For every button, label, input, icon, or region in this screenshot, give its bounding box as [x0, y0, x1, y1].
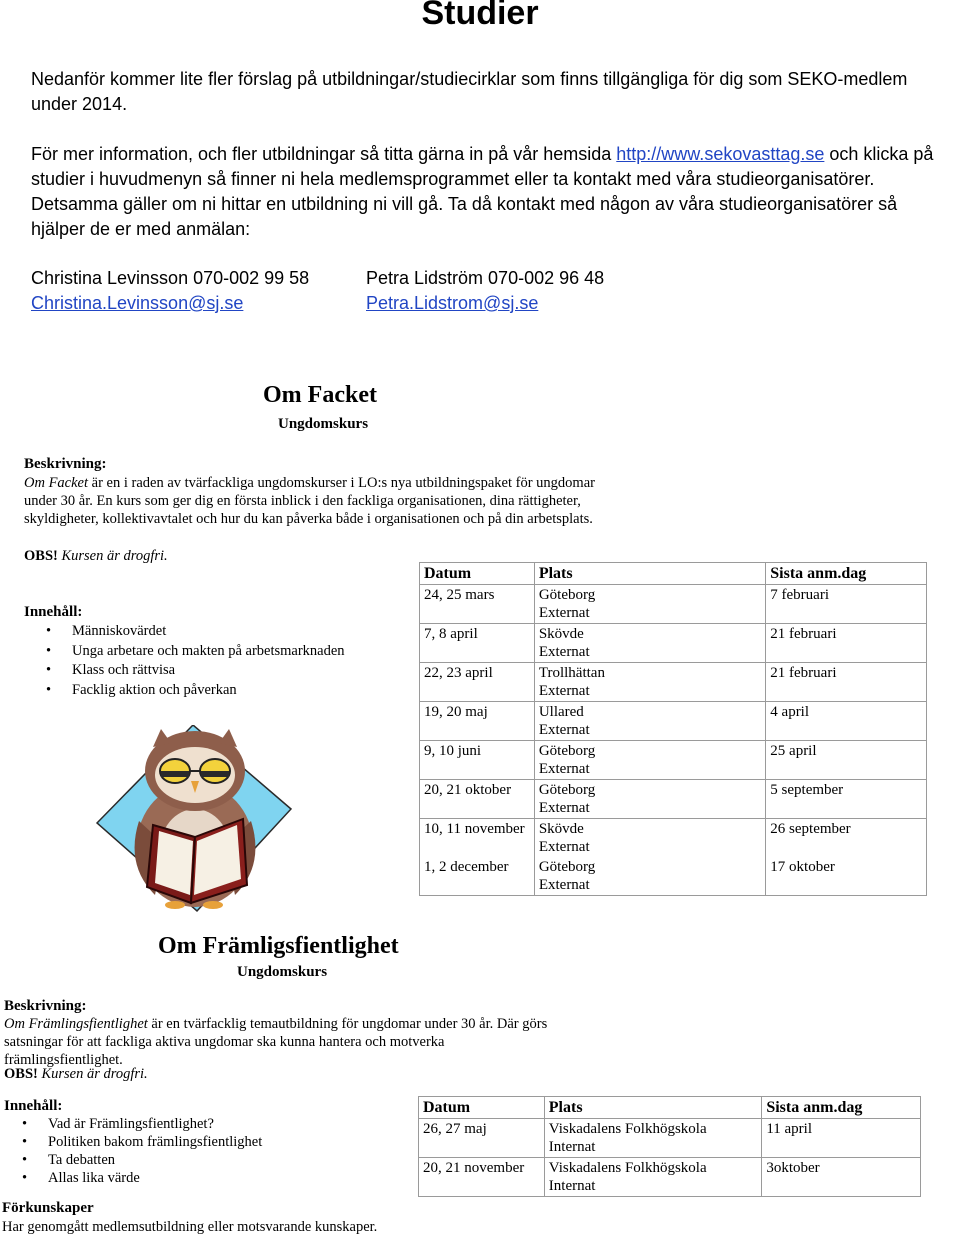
course1-description-text: är en i raden av tvärfackliga ungdomskurser i LO:s nya utbildningspaket för ungdomar under 30 år. En kurs som ger dig en första inblick i den fackliga organisationen, dina rättigheter, skyldigheter, kollektivavtalet och hur du kan påverka både i organisationen och på din arbetsplats. — [24, 475, 595, 527]
cell-place — [534, 663, 765, 702]
table-header-row — [420, 563, 927, 585]
column-header-date: Datum — [420, 563, 535, 585]
place-name: Göteborg — [538, 859, 596, 875]
course2-prereq-label: Förkunskaper — [2, 1200, 94, 1216]
cell-date: 7, 8 april — [420, 624, 535, 663]
cell-place — [544, 1119, 762, 1158]
table-row — [420, 741, 927, 780]
course2-description-italic: Om Främlingsfientlighet — [4, 1016, 148, 1032]
cell-deadline: 11 april — [762, 1119, 921, 1158]
website-link[interactable]: http://www.sekovasttag.se — [616, 144, 825, 164]
course1-description-label: Beskrivning: — [24, 456, 107, 472]
table-row — [420, 857, 927, 896]
cell-deadline: 21 februari — [766, 663, 927, 702]
place-type: Internat — [548, 1139, 596, 1155]
info-paragraph — [31, 142, 956, 242]
place-type: Externat — [538, 605, 590, 621]
course2-prereq-text: Har genomgått medlemsutbildning eller motsvarande kunskaper. — [2, 1219, 378, 1235]
cell-deadline: 21 februari — [766, 624, 927, 663]
place-name: Skövde — [538, 821, 584, 837]
list-item: • Vad är Främlingsfientlighet? — [0, 1115, 262, 1133]
page-title: Studier — [421, 0, 539, 32]
table-row — [420, 663, 927, 702]
cell-date: 20, 21 oktober — [420, 780, 535, 819]
cell-place — [534, 857, 765, 896]
cell-date: 26, 27 maj — [419, 1119, 545, 1158]
place-name: Viskadalens Folkhögskola — [548, 1160, 707, 1176]
course1-content-label: Innehåll: — [24, 604, 83, 620]
contact-email-link[interactable]: Christina.Levinsson@sj.se — [31, 293, 244, 313]
column-header-place: Plats — [544, 1097, 762, 1119]
owl-reading-book-icon — [95, 725, 295, 915]
course1-schedule-table — [419, 562, 927, 896]
cell-deadline: 25 april — [766, 741, 927, 780]
column-header-deadline: Sista anm.dag — [762, 1097, 921, 1119]
cell-date: 1, 2 december — [420, 857, 535, 896]
table-row — [420, 819, 927, 858]
table-row — [420, 585, 927, 624]
column-header-place: Plats — [534, 563, 765, 585]
cell-deadline: 26 september — [766, 819, 927, 858]
course2-obs-label: OBS! — [4, 1066, 38, 1082]
cell-deadline: 7 februari — [766, 585, 927, 624]
list-item: • Ta debatten — [0, 1151, 262, 1169]
table-row — [420, 624, 927, 663]
column-header-deadline: Sista anm.dag — [766, 563, 927, 585]
contact-email-link[interactable]: Petra.Lidstrom@sj.se — [366, 293, 539, 313]
place-name: Viskadalens Folkhögskola — [548, 1121, 707, 1137]
place-type: Internat — [548, 1178, 596, 1194]
place-type: Externat — [538, 800, 590, 816]
course2-description-label: Beskrivning: — [4, 998, 87, 1014]
cell-place — [544, 1158, 762, 1197]
place-name: Ullared — [538, 704, 584, 720]
table-row — [420, 702, 927, 741]
table-header-row — [419, 1097, 921, 1119]
place-type: Externat — [538, 722, 590, 738]
cell-date: 19, 20 maj — [420, 702, 535, 741]
course2-description-text: är en tvärfacklig temautbildning för ungdomar under 30 år. Där görs satsningar för att fackliga aktiva ungdomar ska kunna hantera och motverka främlingsfientlighet. — [4, 1016, 548, 1068]
cell-place — [534, 585, 765, 624]
course2-title: Om Främligsfientlighet — [158, 933, 399, 959]
course1-subtitle: Ungdomskurs — [278, 416, 369, 432]
info-text-start: För mer information, och fler utbildningar så titta gärna in på vår hemsida — [31, 144, 617, 164]
intro-paragraph: Nedanför kommer lite fler förslag på utbildningar/studiecirklar som finns tillgängliga för dig som SEKO-medlem under 2014. — [31, 69, 908, 114]
list-item: • Unga arbetare och makten på arbetsmarknaden — [24, 642, 345, 662]
cell-place — [534, 624, 765, 663]
cell-place — [534, 741, 765, 780]
contact-petra — [366, 266, 604, 316]
list-item: • Människovärdet — [24, 622, 345, 642]
cell-deadline: 17 oktober — [766, 857, 927, 896]
place-type: Externat — [538, 877, 590, 893]
place-type: Externat — [538, 683, 590, 699]
cell-date: 24, 25 mars — [420, 585, 535, 624]
course1-obs — [24, 547, 168, 565]
list-item: • Allas lika värde — [0, 1169, 262, 1187]
cell-place — [534, 780, 765, 819]
cell-date: 9, 10 juni — [420, 741, 535, 780]
course2-obs — [4, 1065, 148, 1083]
cell-date: 20, 21 november — [419, 1158, 545, 1197]
place-type: Externat — [538, 761, 590, 777]
place-name: Skövde — [538, 626, 584, 642]
cell-deadline: 3oktober — [762, 1158, 921, 1197]
list-item: • Facklig aktion och påverkan — [24, 681, 345, 701]
contact-name-phone: Petra Lidström 070-002 96 48 — [366, 268, 605, 288]
place-name: Göteborg — [538, 587, 596, 603]
contact-christina — [31, 266, 309, 316]
list-item: • Klass och rättvisa — [24, 661, 345, 681]
course1-obs-label: OBS! — [24, 548, 58, 564]
place-name: Göteborg — [538, 743, 596, 759]
course2-content-list — [0, 1115, 262, 1187]
course2-subtitle: Ungdomskurs — [237, 964, 328, 980]
column-header-date: Datum — [419, 1097, 545, 1119]
course1-obs-text: Kursen är drogfri. — [61, 548, 168, 564]
info-text-end: och klicka på studier i huvudmenyn så finner ni hela medlemsprogrammet eller ta kontakt med våra studieorganisatörer. Detsamma gäller om ni hittar en utbildning ni vill gå. Ta då kontakt med någon av våra studieorganisatörer så hjälper de er med anmälan: — [31, 144, 934, 239]
course1-description-italic: Om Facket — [24, 475, 89, 491]
list-item: • Politiken bakom främlingsfientlighet — [0, 1133, 262, 1151]
table-row — [419, 1158, 921, 1197]
cell-date: 10, 11 november — [420, 819, 535, 858]
cell-deadline: 4 april — [766, 702, 927, 741]
contact-name-phone: Christina Levinsson 070-002 99 58 — [31, 268, 310, 288]
course2-content-label: Innehåll: — [4, 1098, 63, 1114]
course1-title: Om Facket — [263, 382, 377, 408]
cell-deadline: 5 september — [766, 780, 927, 819]
place-name: Trollhättan — [538, 665, 605, 681]
course1-content-list — [24, 622, 345, 700]
course2-description — [4, 1015, 562, 1069]
place-name: Göteborg — [538, 782, 596, 798]
course2-obs-text: Kursen är drogfri. — [41, 1066, 148, 1082]
course2-schedule-table — [418, 1096, 921, 1197]
table-row — [420, 780, 927, 819]
place-type: Externat — [538, 644, 590, 660]
cell-place — [534, 819, 765, 858]
cell-date: 22, 23 april — [420, 663, 535, 702]
table-row — [419, 1119, 921, 1158]
place-type: Externat — [538, 839, 590, 855]
cell-place — [534, 702, 765, 741]
course1-description — [24, 474, 616, 528]
